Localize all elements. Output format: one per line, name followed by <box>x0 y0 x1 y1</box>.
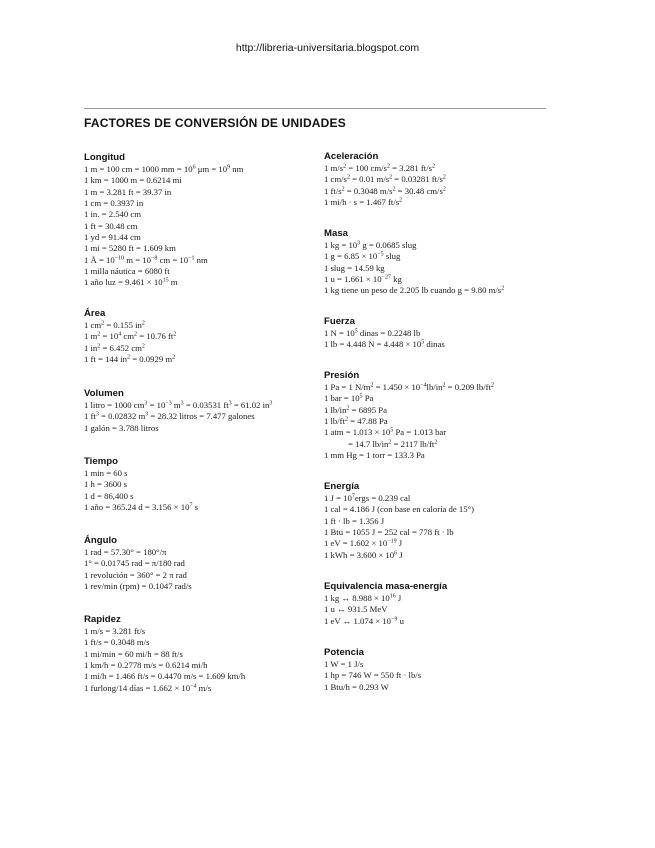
conversion-line: 1 $in^2 = 6.452$ $cm^2$ <box>84 342 145 353</box>
section-lines <box>84 400 324 434</box>
conversion-line: 1 $g = 6.85 \times 10^{-5}$ slug <box>324 251 401 262</box>
conversion-line: 1 mi = 5280 ft = 1.609 km <box>84 243 176 254</box>
section-lines <box>84 626 324 694</box>
conversion-line: 1 W = 1 J/s <box>324 659 364 669</box>
section-presion <box>324 370 564 461</box>
conversion-line: 1 Pa = 1 $N/m^2 = 1.450 \times 10^{-4}lb/in^2 = 0.209$ $lb/ft^2$ <box>324 382 494 392</box>
conversion-line: 1 m = 3.281 ft = 39.37 in <box>84 186 172 197</box>
conversion-line: 1 atm = $1.013 \times 10^5$ Pa = 1.013 bar <box>324 427 447 438</box>
conversion-line: 1 cal = 4.186 J (con base en caloría de 15°) <box>324 504 474 515</box>
conversion-line: 1 eV ↔ $1.074 \times 10^{-9}$ u <box>324 615 404 626</box>
section-title: Ángulo <box>84 535 118 546</box>
conversion-line: 1 $ft/s^2 = 0.3048$ $m/s^2 = 30.48$ $cm/s^2$ <box>324 185 446 196</box>
section-rapidez <box>84 614 324 694</box>
section-masa <box>324 228 564 297</box>
section-lines <box>84 320 324 365</box>
conversion-line: 1 ft = 30.48 cm <box>84 220 138 231</box>
conversion-line: 1 rad = 57.30° = 180°/π <box>84 547 167 557</box>
conversion-line: 1 yd = 91.44 cm <box>84 232 141 243</box>
conversion-line: 1 min = 60 s <box>84 468 128 478</box>
conversion-line: 1 ft/s = 0.3048 m/s <box>84 637 150 648</box>
section-lines <box>324 493 564 561</box>
section-fuerza <box>324 316 564 351</box>
conversion-line: 1 Å = $10^{-10}$ $m = 10^{-8}$ cm = $10^{-1}$ nm <box>84 254 208 265</box>
header-rule <box>84 108 546 109</box>
section-title: Fuerza <box>324 316 355 327</box>
section-title: Tiempo <box>84 456 118 467</box>
section-title: Aceleración <box>324 151 379 162</box>
section-area <box>84 308 324 365</box>
conversion-line: 1 mm Hg = 1 torr = 133.3 Pa <box>324 450 425 461</box>
section-title: Rapidez <box>84 614 121 625</box>
section-title: Equivalencia masa-energía <box>324 581 448 592</box>
section-title: Área <box>84 308 106 319</box>
section-title: Potencia <box>324 647 364 658</box>
section-aceleracion <box>324 151 564 208</box>
conversion-line: 1 ft · lb = 1.356 J <box>324 515 385 526</box>
conversion-line: 1 galón = 3.788 litros <box>84 422 159 433</box>
conversion-line: 1 año luz = $9.461 \times 10^{15}$ m <box>84 277 178 288</box>
conversion-line: 1 lb = 4.448 $N = 4.448 \times 10^5$ dinas <box>324 339 445 350</box>
conversion-line: 1 slug = 14.59 kg <box>324 262 385 273</box>
conversion-line: 1 kWh = $3.600 \times 10^6$ J <box>324 549 403 560</box>
document-title: FACTORES DE CONVERSIÓN DE UNIDADES <box>84 116 346 130</box>
section-angulo <box>84 535 324 592</box>
section-lines <box>324 382 564 461</box>
section-lines <box>84 468 324 513</box>
conversion-line: 1 $N = 10^5$ dinas = 0.2248 lb <box>324 328 421 338</box>
section-lines <box>324 659 564 693</box>
section-title: Energía <box>324 481 360 492</box>
conversion-line: 1 h = 3600 s <box>84 479 128 490</box>
conversion-line: 1 $u = 1.661 \times 10^{-27}$ kg <box>324 274 402 285</box>
source-url: http://libreria-universitaria.blogspot.com <box>235 42 420 54</box>
conversion-line: 1 bar = $10^5$ Pa <box>324 393 374 404</box>
conversion-line: 1 $lb/in^2 = 6895$ Pa <box>324 404 387 415</box>
conversion-line: 1 km/h = 0.2778 m/s = 0.6214 mi/h <box>84 660 208 671</box>
section-equivalencia-masa-energia <box>324 581 564 627</box>
section-lines <box>324 163 564 208</box>
section-potencia <box>324 647 564 693</box>
section-title: Presión <box>324 370 360 381</box>
conversion-line: 1 mi/h = 1.466 ft/s = 0.4470 m/s = 1.609 km/h <box>84 671 246 682</box>
conversion-line: 1 Btu = 1055 J = 252 cal = 778 ft · lb <box>324 527 454 538</box>
section-title: Masa <box>324 228 348 239</box>
section-longitud <box>84 152 324 289</box>
conversion-line: 1 litro = 1000 $cm^3 = 10^{-3}$ $m^3 = 0.03531$ $ft^3 = 61.02$ $in^3$ <box>84 400 273 410</box>
conversion-line: 1 hp = 746 W = 550 ft · lb/s <box>324 670 422 681</box>
section-title: Volumen <box>84 388 124 399</box>
conversion-line: 1 eV = $1.602 \times 10^{-19}$ J <box>324 538 403 549</box>
conversion-line: 1 rev/min (rpm) = 0.1047 rad/s <box>84 581 192 592</box>
section-title: Longitud <box>84 152 126 163</box>
section-lines <box>324 240 564 297</box>
section-lines <box>84 164 324 289</box>
section-lines <box>324 328 564 351</box>
conversion-line: 1 kg ↔ $8.988 \times 10^{16}$ J <box>324 593 402 603</box>
conversion-line: 1 m = 100 cm = 1000 mm = $10^6$ $\mu m = 10^9$ nm <box>84 164 244 174</box>
conversion-line: 1 mi/h · s = 1.467 $ft/s^2$ <box>324 197 403 208</box>
conversion-line: 1 $lb/ft^2 = 47.88$ Pa <box>324 416 388 427</box>
conversion-line: 1 $ft^3 = 0.02832$ $m^3 = 28.32$ litros = 7.477 galones <box>84 411 255 422</box>
conversion-line: 1 $m/s^2 = 100$ $cm/s^2 = 3.281$ $ft/s^2$ <box>324 163 436 173</box>
conversion-line: 1 año = 365.24 $d = 3.156 \times 10^7$ s <box>84 502 198 513</box>
section-tiempo <box>84 456 324 513</box>
conversion-line: 1 cm = 0.3937 in <box>84 198 144 209</box>
conversion-line: 1 furlong/14 días = $1.662 \times 10^{-4}$ m/s <box>84 682 212 693</box>
section-lines <box>324 593 564 627</box>
section-lines <box>84 547 324 592</box>
conversion-line: 1 $cm/s^2 = 0.01$ $m/s^2 = 0.03281$ $ft/s^2$ <box>324 174 446 185</box>
conversion-line: 1 $m^2 = 10^4$ $cm^2 = 10.76$ $ft^2$ <box>84 331 177 342</box>
conversion-line: 1 revolución = 360° = 2 π rad <box>84 569 187 580</box>
section-volumen <box>84 388 324 434</box>
conversion-line: 1 milla náutica = 6080 ft <box>84 266 170 277</box>
conversion-line: 1 kg = $10^3$ g = 0.0685 slug <box>324 240 417 250</box>
conversion-line: 1 ft = 144 $in^2 = 0.0929$ $m^2$ <box>84 354 176 365</box>
conversion-line: 1 km = 1000 m = 0.6214 mi <box>84 175 182 186</box>
section-energia <box>324 481 564 561</box>
conversion-line: 1 u ↔ 931.5 MeV <box>324 604 388 615</box>
conversion-line: 1 $cm^2 = 0.155$ $in^2$ <box>84 320 145 330</box>
conversion-line: 1 Btu/h = 0.293 W <box>324 681 389 692</box>
conversion-line: 1 m/s = 3.281 ft/s <box>84 626 146 636</box>
conversion-line: = 14.7 $lb/in^2 = 2117$ $lb/ft^2$ <box>348 438 438 449</box>
conversion-line: 1 kg tiene un peso de 2.205 lb cuando g = 9.80 $m/s^2$ <box>324 285 505 296</box>
conversion-line: 1 d = 86,400 s <box>84 490 134 501</box>
conversion-line: 1 in. = 2.540 cm <box>84 209 142 220</box>
conversion-line: 1 mi/min = 60 mi/h = 88 ft/s <box>84 648 183 659</box>
conversion-line: 1 $J = 10^7ergs = 0.239$ cal <box>324 493 411 503</box>
conversion-line: 1° = 0.01745 rad = π/180 rad <box>84 558 185 569</box>
